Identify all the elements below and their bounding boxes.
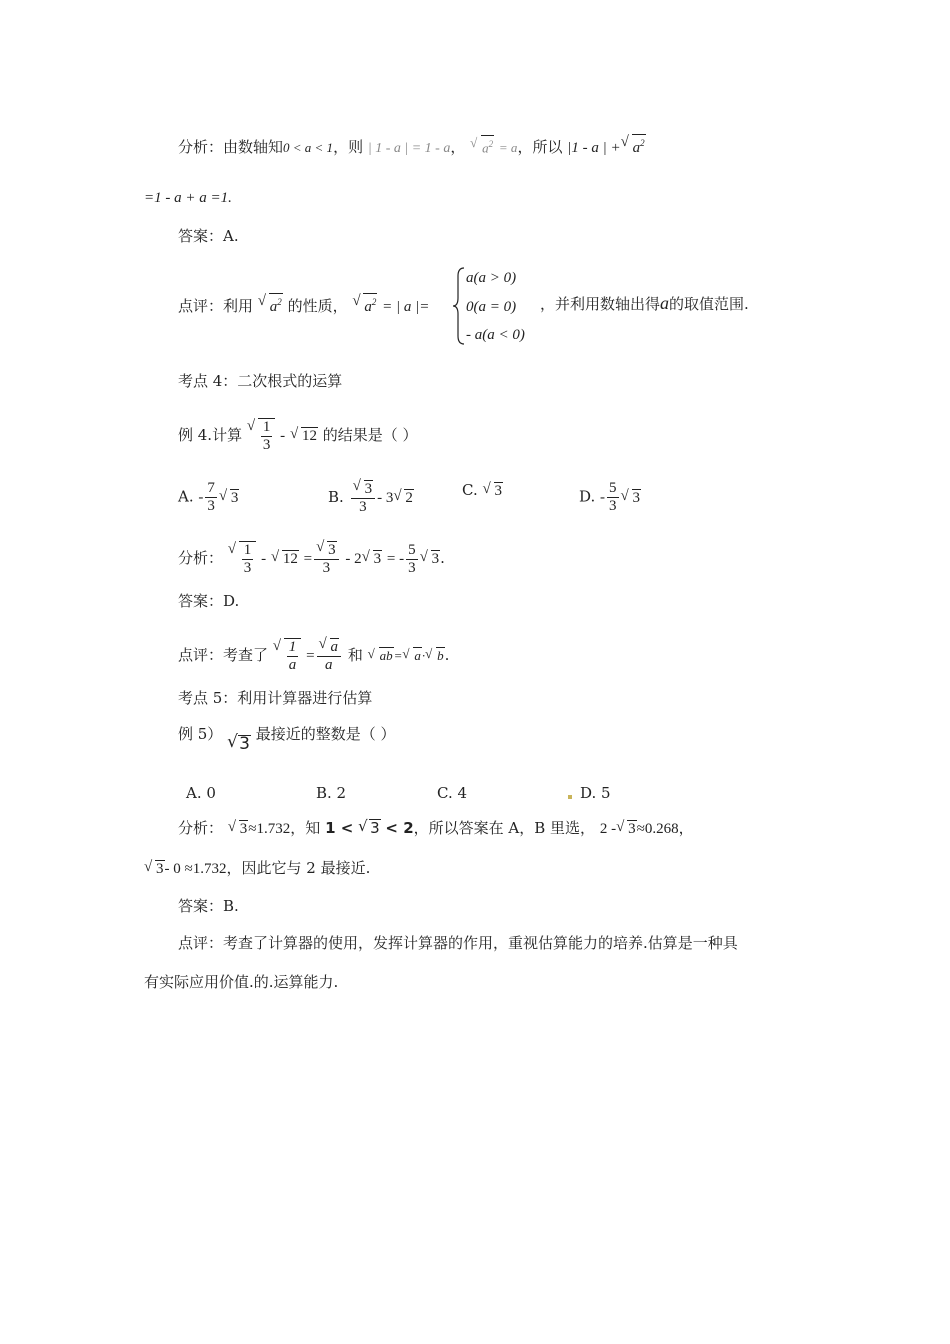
sqrt-3-large: √ 3 bbox=[227, 734, 251, 754]
ex4-minus: - bbox=[280, 427, 286, 444]
ex5-analysis-lead: 分析： bbox=[178, 819, 224, 837]
ex3-comment-tail-text: ，并利用数轴出得 bbox=[540, 295, 661, 313]
ex4-option-d-label: D. bbox=[579, 487, 596, 506]
topic5-heading: 考点 5：利用计算器进行估算 bbox=[178, 689, 373, 707]
ex5-option-c: C. 4 bbox=[437, 784, 468, 802]
ex5-option-b: B. 2 bbox=[316, 784, 347, 802]
ex5-analysis-text: ，所以答案在 A，B 里选， bbox=[413, 819, 596, 837]
ex3-comment-tail bbox=[540, 293, 749, 314]
ex3-abs: | 1 - a | = 1 - a bbox=[367, 141, 451, 156]
ex5-approx1: ≈1.732 bbox=[248, 821, 291, 837]
ex4-analysis-end: . bbox=[440, 549, 445, 567]
ex4-answer: 答案：D. bbox=[178, 592, 240, 610]
ex4-tail: 的结果是（ ） bbox=[322, 425, 418, 444]
sqrt-a2: √ $a^2$ bbox=[621, 134, 646, 158]
sqrt-a2-comment-2: √ $a^2$ bbox=[352, 293, 377, 317]
ex5-comment-line1: 点评：考查了计算器的使用，发挥计算器的作用，重视估算能力的培养.估算是一种具 bbox=[178, 934, 738, 952]
ex5-ineq-left: 1 < bbox=[325, 819, 354, 837]
ex4-r12: 12 bbox=[301, 427, 317, 444]
ex4-lead: 例 4.计算 bbox=[178, 425, 243, 444]
ex5-answer: 答案：B. bbox=[178, 897, 239, 915]
piecewise-brace bbox=[452, 266, 466, 346]
ex5-know: ，知 bbox=[290, 819, 321, 837]
ex4-option-c-label: C. bbox=[462, 481, 478, 499]
ex5-tail: 最接近的整数是（ ） bbox=[255, 725, 396, 743]
topic4-heading: 考点 4：二次根式的运算 bbox=[178, 372, 343, 390]
ex5-lead: 例 5） bbox=[178, 725, 223, 743]
sqrt-a2-small: √ $a^2$ bbox=[470, 135, 494, 158]
ex5-diff: 2 - bbox=[599, 821, 617, 837]
sqrt-12 bbox=[290, 426, 318, 446]
ex3-analysis-line1 bbox=[178, 134, 646, 159]
ex4-option-a-label: A. bbox=[178, 487, 194, 506]
ex3-comment-prop: 的性质， bbox=[287, 297, 348, 315]
ex4-analysis: 分析： √ $\frac{1}{3}$ - √ 12 = √ $\frac{3}{3}$ - 2√ 3 = - $\frac{5}{3}$ √ 3. bbox=[178, 541, 445, 577]
ex3-then: ，则 bbox=[333, 138, 364, 156]
stray-dot bbox=[568, 795, 572, 799]
ex4-option-d: D. - $\frac{5}{3}$ √ 3 bbox=[579, 480, 641, 515]
ex3-so: ，所以 bbox=[517, 138, 563, 156]
ex3-expr: |1 - a | + bbox=[567, 140, 621, 156]
sqrt-1-3: √ $\frac{1}{3}$ bbox=[247, 418, 276, 454]
ex4-option-a: A. - $\frac{7}{3}$ √ 3 bbox=[178, 480, 239, 515]
piece-case-1: a(a > 0) bbox=[466, 270, 517, 286]
piece-case-3: - a(a < 0) bbox=[466, 327, 525, 343]
ex5-comment-line2: 有实际应用价值.的.运算能力. bbox=[144, 973, 339, 991]
ex5-question bbox=[178, 724, 396, 754]
ex5-line2a: - 0 ≈1.732 bbox=[164, 861, 227, 877]
ex3-answer: 答案：A. bbox=[178, 227, 239, 245]
ex4-comment: 点评：考查了 √ $\frac{1}{a}$ = √ $\frac{a}{a}$ 和 √ ab=√ a·√ b. bbox=[178, 638, 449, 674]
piece-case-2: 0(a = 0) bbox=[466, 299, 517, 315]
ex3-condition: 0 < a < 1 bbox=[283, 140, 334, 155]
ex3-comment-line bbox=[178, 293, 429, 317]
ex4-analysis-lead: 分析： bbox=[178, 549, 224, 567]
ex5-approx2: ≈0.268 bbox=[636, 821, 679, 837]
ex5-ineq-right: < 2 bbox=[385, 819, 414, 837]
ex5-comma: ， bbox=[678, 819, 694, 837]
ex5-analysis-line2: √ 3- 0 ≈1.732，因此它与 2 最接近. bbox=[144, 858, 370, 879]
ex3-comment-lead: 点评：利用 bbox=[178, 297, 254, 315]
ex5-option-a: A. 0 bbox=[186, 784, 216, 802]
ex5-analysis-line1: 分析： √ 3≈1.732，知 1 < √ 3 < 2，所以答案在 A，B 里选， 2 -√ 3≈0.268， bbox=[178, 818, 694, 839]
ex4-option-b-label: B. bbox=[328, 488, 344, 506]
ex3-analysis-lead: 分析：由数轴知 bbox=[178, 138, 284, 156]
ex4-option-c: C. √ 3 bbox=[462, 480, 503, 501]
ex4-comment-end: . bbox=[444, 646, 450, 664]
ex4-comment-and: 和 bbox=[347, 646, 363, 664]
ex3-comma: ， bbox=[450, 138, 466, 156]
sqrt-a2-comment: √ $a^2$ bbox=[258, 293, 283, 317]
ex5-option-d: D. 5 bbox=[580, 784, 611, 802]
ex3-sqrt-eq: = a bbox=[498, 140, 518, 155]
ex4-question bbox=[178, 418, 418, 454]
ex3-comment-var: a bbox=[660, 293, 670, 313]
ex5-line2b: ，因此它与 2 最接近. bbox=[226, 859, 371, 877]
ex3-comment-tail2: 的取值范围. bbox=[669, 295, 749, 313]
ex4-option-b: B. √ $\frac{3}{3}$ - 3√ 2 bbox=[328, 480, 414, 516]
ex3-comment-eq: = | a |= bbox=[382, 299, 430, 315]
ex3-analysis-line2: =1 - a + a =1. bbox=[144, 190, 232, 206]
ex4-comment-lead: 点评：考查了 bbox=[178, 646, 269, 664]
